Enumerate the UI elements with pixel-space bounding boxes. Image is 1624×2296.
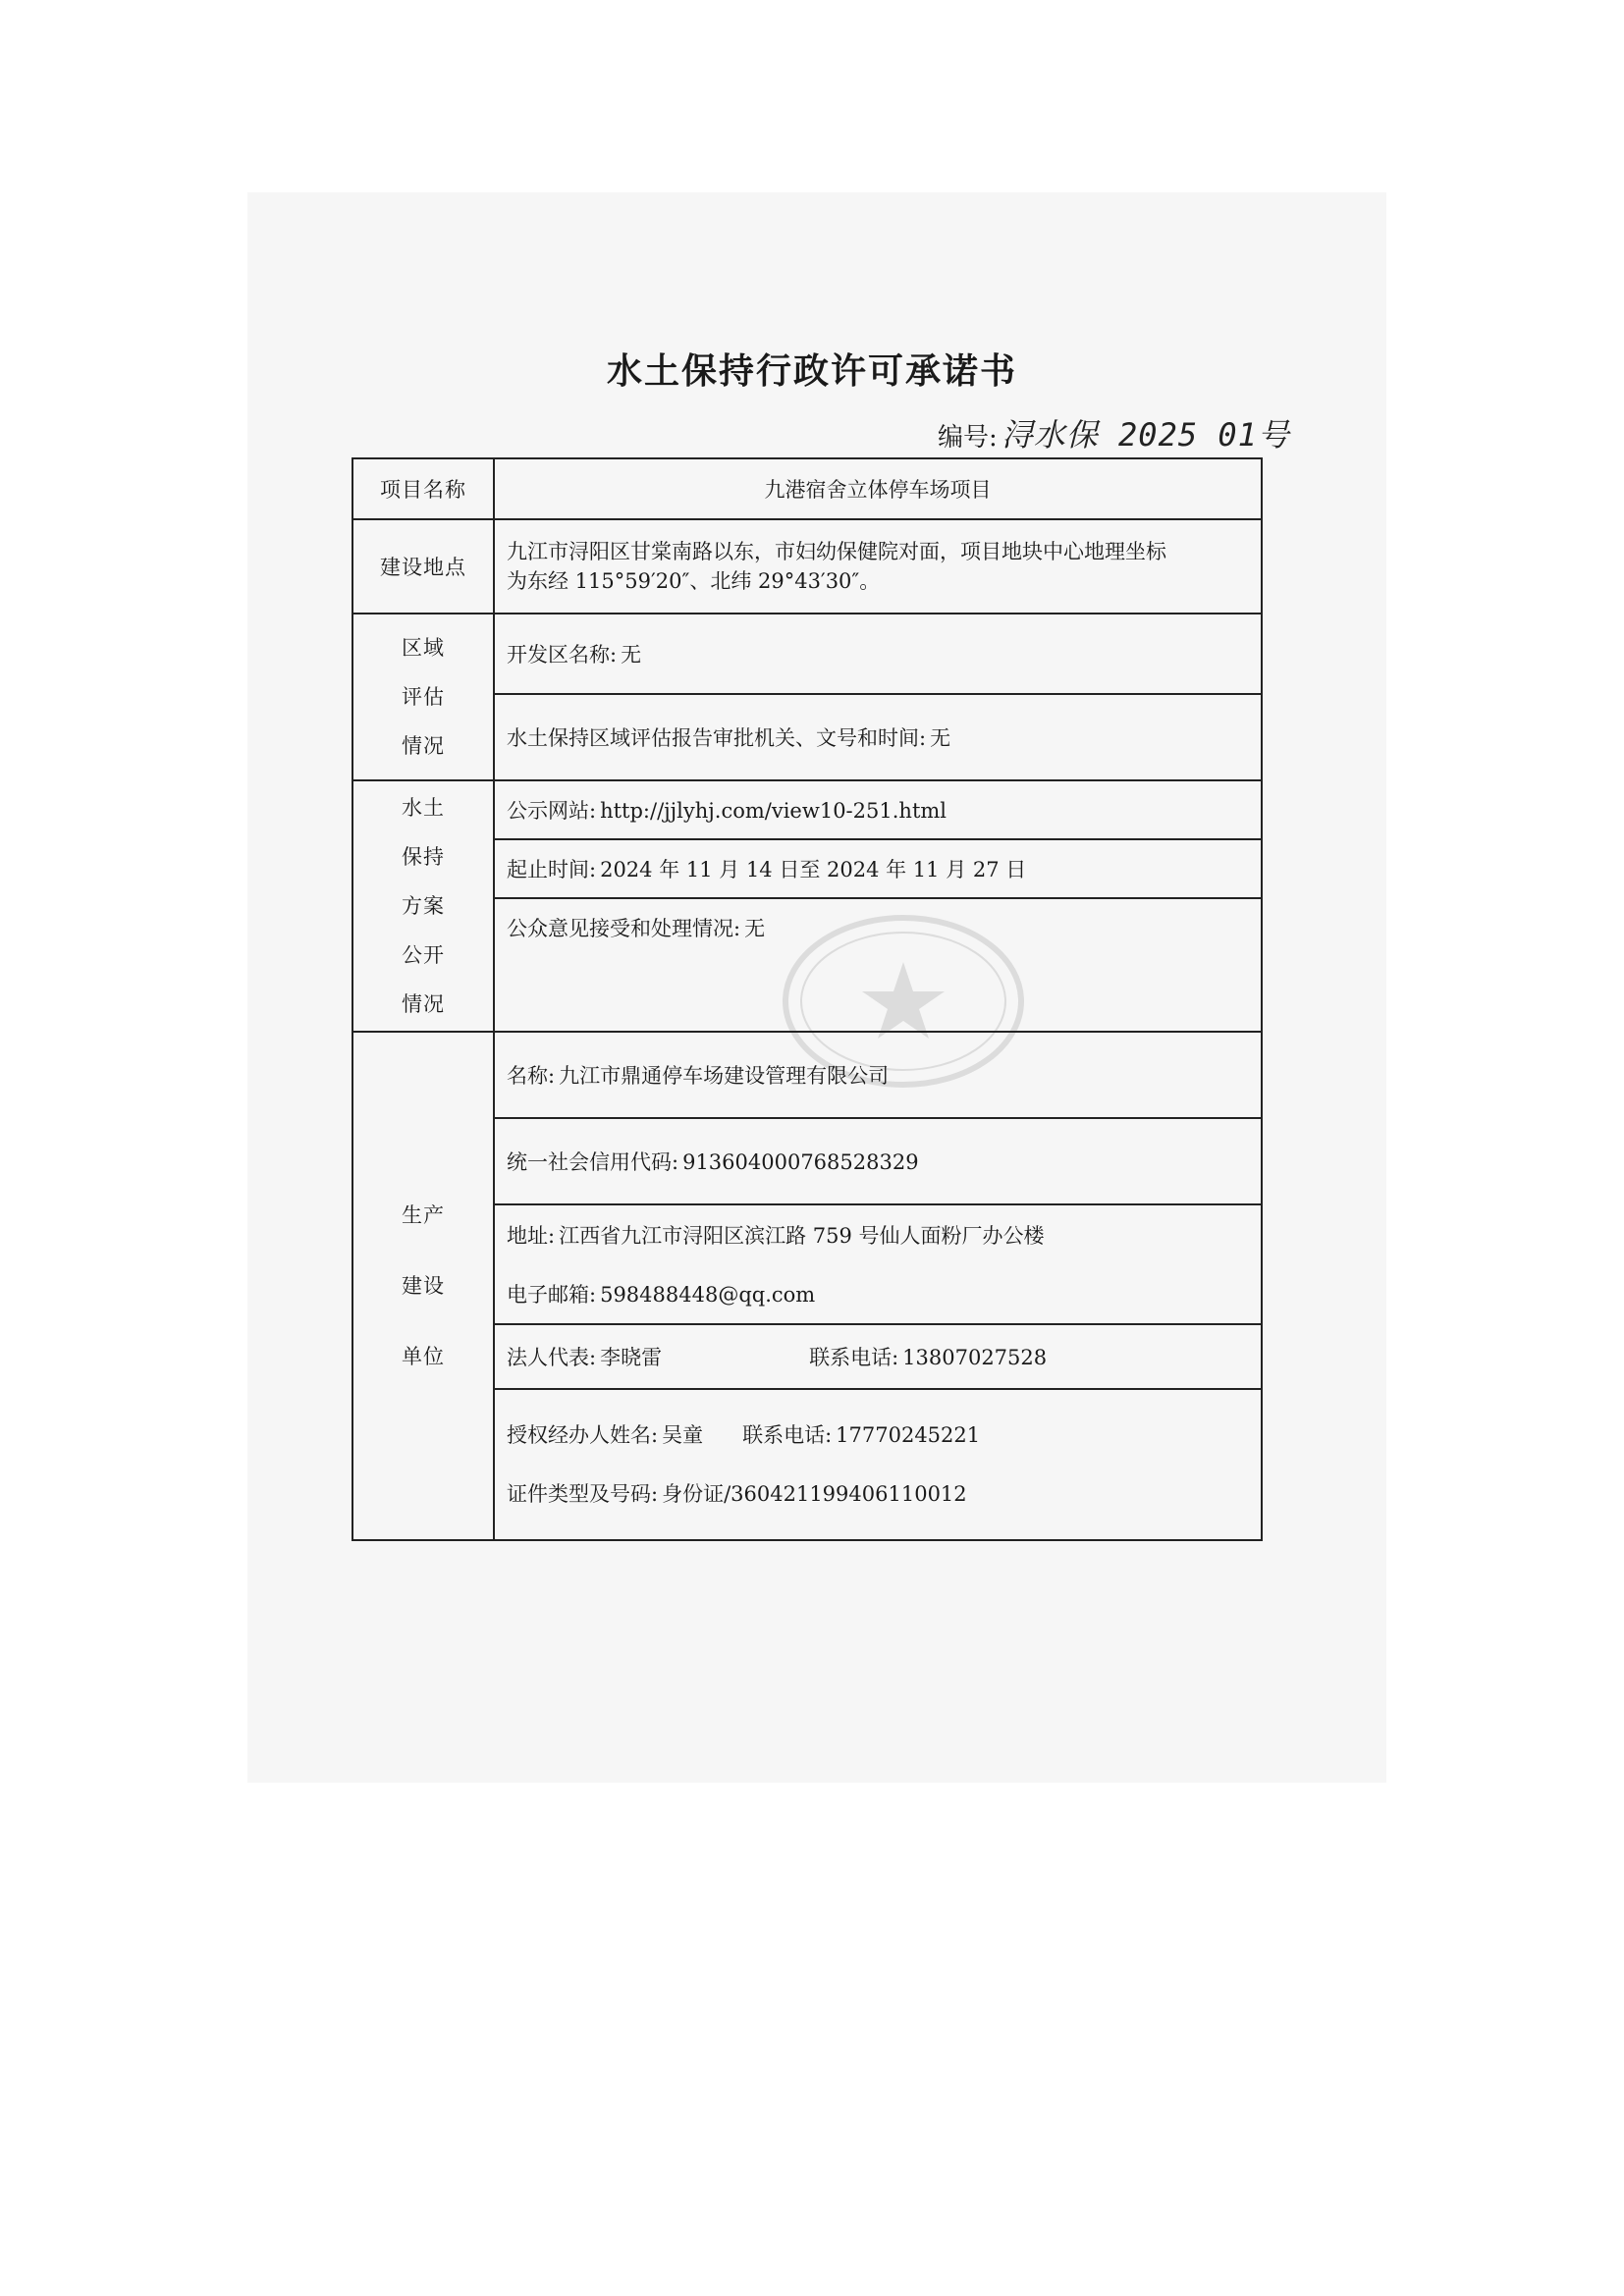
disclosure-head-line-2: 保持 <box>402 845 445 869</box>
website-label: 公示网站: <box>507 799 597 823</box>
construction-unit-label <box>352 1032 494 1540</box>
opinion-label: 公众意见接受和处理情况: <box>507 917 741 940</box>
legal-rep-label: 法人代表: <box>507 1346 597 1369</box>
plan-disclosure-label <box>352 780 494 1032</box>
regional-head-line-3: 情况 <box>402 734 445 758</box>
opinion-row <box>494 898 1262 1032</box>
disclosure-head-line-3: 方案 <box>402 894 445 918</box>
devzone-row <box>494 614 1262 694</box>
unit-name-value: 九江市鼎通停车场建设管理有限公司 <box>559 1064 890 1088</box>
devzone-label: 开发区名称: <box>507 643 618 667</box>
location-value <box>494 519 1262 614</box>
agent-name-label: 授权经办人姓名: <box>507 1423 659 1447</box>
serial-number <box>938 410 1290 455</box>
location-line-1: 九江市浔阳区甘棠南路以东，市妇幼保健院对面，项目地块中心地理坐标 <box>507 540 1166 563</box>
regional-approval-value: 无 <box>930 726 951 750</box>
agent-phone-label: 联系电话: <box>742 1423 833 1447</box>
unit-head-line-3: 单位 <box>402 1345 445 1368</box>
website-value: http://jjlyhj.com/view10-251.html <box>600 799 947 823</box>
unit-head-line-2: 建设 <box>402 1274 445 1298</box>
disclosure-head-line-1: 水土 <box>402 796 445 820</box>
regional-approval-row <box>494 694 1262 780</box>
regional-head-line-1: 区域 <box>402 636 445 660</box>
legal-phone-value: 13807027528 <box>902 1346 1048 1369</box>
opinion-value: 无 <box>744 917 766 940</box>
location-line-2: 为东经 115°59′20″、北纬 29°43′30″。 <box>507 569 881 593</box>
email-label: 电子邮箱: <box>507 1282 597 1307</box>
credit-code-label: 统一社会信用代码: <box>507 1150 679 1174</box>
legal-representative-row <box>494 1324 1262 1389</box>
address-value: 江西省九江市浔阳区滨江路 759 号仙人面粉厂办公楼 <box>559 1223 1045 1248</box>
agent-name-value: 吴童 <box>662 1423 704 1447</box>
unit-head-line-1: 生产 <box>402 1203 445 1227</box>
id-type-value: 身份证/360421199406110012 <box>662 1482 967 1506</box>
credit-code-value: 913604000768528329 <box>682 1150 919 1174</box>
serial-label: 编号: <box>938 423 998 453</box>
period-label: 起止时间: <box>507 858 597 881</box>
regional-assessment-label <box>352 614 494 780</box>
legal-phone-label: 联系电话: <box>809 1346 899 1369</box>
project-name-label: 项目名称 <box>352 458 494 519</box>
regional-head-line-2: 评估 <box>402 685 445 709</box>
document-title: 水土保持行政许可承诺书 <box>606 351 1017 392</box>
disclosure-head-line-4: 公开 <box>402 943 445 967</box>
website-row <box>494 780 1262 839</box>
id-line <box>507 1465 1249 1523</box>
address-label: 地址: <box>507 1223 556 1248</box>
address-row <box>494 1204 1262 1263</box>
authorized-agent-row <box>494 1389 1262 1540</box>
location-label: 建设地点 <box>352 519 494 614</box>
regional-approval-label: 水土保持区域评估报告审批机关、文号和时间: <box>507 726 927 750</box>
agent-phone-value: 17770245221 <box>836 1423 981 1447</box>
period-row <box>494 839 1262 898</box>
unit-name-row <box>494 1032 1262 1118</box>
unit-name-label: 名称: <box>507 1064 556 1088</box>
id-type-label: 证件类型及号码: <box>507 1482 659 1506</box>
project-name-value: 九港宿舍立体停车场项目 <box>494 458 1262 519</box>
disclosure-head-line-5: 情况 <box>402 992 445 1016</box>
credit-code-row <box>494 1118 1262 1204</box>
devzone-value: 无 <box>621 643 642 667</box>
email-value: 598488448@qq.com <box>600 1282 816 1307</box>
commitment-form-table <box>352 457 1263 1541</box>
email-row <box>494 1263 1262 1324</box>
legal-rep-value: 李晓雷 <box>600 1346 663 1369</box>
serial-handwritten-value: 浔水保 2025 01号 <box>1001 416 1290 454</box>
agent-line <box>507 1406 1249 1465</box>
period-value: 2024 年 11 月 14 日至 2024 年 11 月 27 日 <box>600 858 1027 881</box>
